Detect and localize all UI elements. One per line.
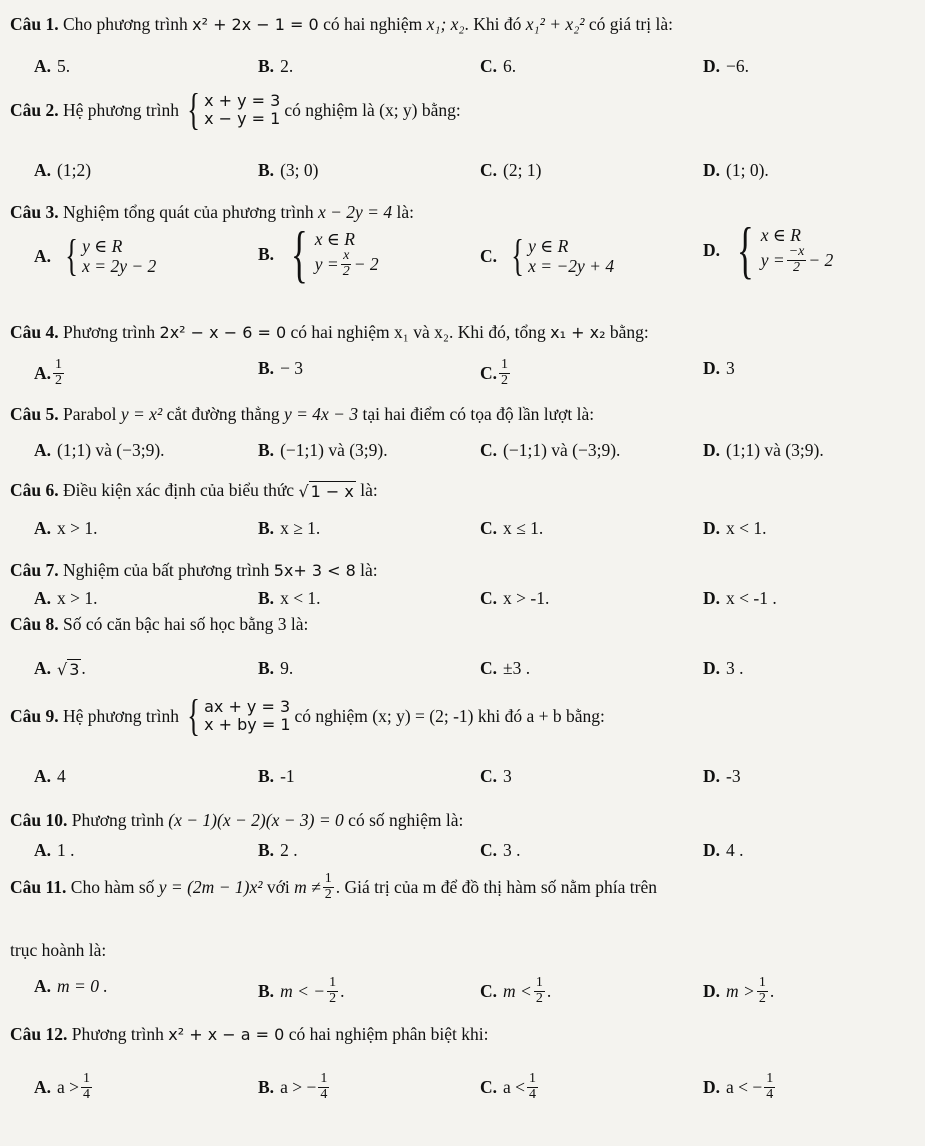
option-a[interactable]: A. x > 1. (34, 518, 98, 538)
option-b[interactable]: B. (−1;1) và (3;9). (258, 440, 388, 460)
equation-system: { x + y = 3 x − y = 1 (187, 85, 281, 134)
question-10: Câu 10. Phương trình (x − 1)(x − 2)(x − 3) = 0 có số nghiệm là: (10, 810, 464, 830)
option-c[interactable]: C. { y ∈ R x = −2y + 4 (480, 231, 615, 280)
option-d[interactable]: D. (1; 0). (703, 160, 769, 180)
option-b[interactable]: B. -1 (258, 766, 295, 786)
question-8: Câu 8. Số có căn bậc hai số học bằng 3 là: (10, 614, 309, 634)
option-b[interactable]: B. (3; 0) (258, 160, 319, 180)
option-a[interactable]: A. (1;1) và (−3;9). (34, 440, 165, 460)
option-c[interactable]: C. x > -1. (480, 588, 550, 608)
question-12-options (0, 1072, 925, 1112)
option-a[interactable]: A. x > 1. (34, 588, 98, 608)
question-7: Câu 7. Nghiệm của bất phương trình 5x+ 3 < 8 là: (10, 560, 378, 580)
question-3-options (0, 214, 925, 308)
option-a[interactable]: A. $\frac{1}{2}$ (34, 357, 63, 388)
option-b[interactable]: B. a > − $\frac{1}{4}$ (258, 1071, 328, 1102)
option-d[interactable]: D. (1;1) và (3;9). (703, 440, 824, 460)
question-4-options (0, 358, 925, 398)
option-a[interactable]: A. 1 . (34, 840, 75, 860)
option-c[interactable]: C. m < $\frac{1}{2}$ . (480, 975, 552, 1006)
option-b[interactable]: B. x ≥ 1. (258, 518, 321, 538)
sqrt-expression: √ 1 − x (298, 481, 354, 501)
option-d[interactable]: D. x < 1. (703, 518, 767, 538)
question-4: Câu 4. Phương trình 2x² − x − 6 = 0 có hai nghiệm x₁ và x₂. Khi đó, tổng x₁ + x₂ bằng: (10, 322, 649, 342)
option-d[interactable]: D. 3 (703, 358, 735, 378)
option-d[interactable]: D. 3 . (703, 658, 744, 678)
option-a[interactable]: A. a > $\frac{1}{4}$ (34, 1071, 91, 1102)
option-b[interactable]: B. { x ∈ R y = $\frac{x}{2}$ − 2 (258, 218, 379, 289)
question-3: Câu 3. Nghiệm tổng quát của phương trình x − 2y = 4 là: (10, 202, 414, 222)
question-1: Câu 1. Cho phương trình x² + 2x − 1 = 0 có hai nghiệm x₁; x₂. Khi đó x₁² + x₂² có giá trị là: (10, 14, 673, 34)
question-11: Câu 11. Cho hàm số y = (2m − 1)x² với m ≠ $\frac{1}{2}$ . Giá trị của m để đồ thị hàm số nằm phía trên (10, 872, 657, 902)
question-9: Câu 9. Hệ phương trình { ax + y = 3 x + by = 1 có nghiệm (x; y) = (2; -1) khi đó a + b bằng: (10, 691, 605, 740)
question-2: Câu 2. Hệ phương trình { x + y = 3 x − y = 1 có nghiệm là (x; y) bằng: (10, 85, 461, 134)
question-9-options (0, 766, 925, 806)
option-a[interactable]: A. √ 3 . (34, 658, 86, 679)
option-a[interactable]: A. m = 0 . (34, 976, 108, 996)
option-c[interactable]: C. ±3 . (480, 658, 531, 678)
question-11-cont: trục hoành là: (10, 940, 107, 960)
option-c[interactable]: C. x ≤ 1. (480, 518, 544, 538)
option-c[interactable]: C. a < $\frac{1}{4}$ (480, 1071, 537, 1102)
question-2-options (0, 160, 925, 200)
option-a[interactable]: A. (1;2) (34, 160, 92, 180)
question-6-options (0, 518, 925, 558)
option-b[interactable]: B. x < 1. (258, 588, 321, 608)
option-d[interactable]: D. 4 . (703, 840, 744, 860)
question-6: Câu 6. Điều kiện xác định của biểu thức √ 1 − x là: (10, 480, 378, 501)
question-11-options (0, 976, 925, 1016)
option-b[interactable]: B. − 3 (258, 358, 304, 378)
option-a[interactable]: A. 4 (34, 766, 66, 786)
option-d[interactable]: D. a < − $\frac{1}{4}$ (703, 1071, 774, 1102)
question-5-options (0, 440, 925, 480)
option-a[interactable]: A. { y ∈ R x = 2y − 2 (34, 231, 157, 280)
option-c[interactable]: C. (2; 1) (480, 160, 542, 180)
option-b[interactable]: B. 9. (258, 658, 294, 678)
option-d[interactable]: D. -3 (703, 766, 741, 786)
option-c[interactable]: C. 3 . (480, 840, 521, 860)
option-c[interactable]: C. $\frac{1}{2}$ (480, 357, 509, 388)
option-d[interactable]: D. m > $\frac{1}{2}$ . (703, 975, 775, 1006)
option-d[interactable]: D. { x ∈ R y = $\frac{-x}{2}$ − 2 (703, 214, 834, 285)
option-c[interactable]: C. 6. (480, 56, 517, 76)
option-b[interactable]: B. 2. (258, 56, 294, 76)
option-b[interactable]: B. 2 . (258, 840, 298, 860)
option-d[interactable]: D. x < -1 . (703, 588, 777, 608)
question-8-options (0, 658, 925, 698)
equation-system: { ax + y = 3 x + by = 1 (187, 691, 291, 740)
option-c[interactable]: C. (−1;1) và (−3;9). (480, 440, 621, 460)
option-d[interactable]: D. −6. (703, 56, 750, 76)
option-a[interactable]: A. 5. (34, 56, 71, 76)
question-12: Câu 12. Phương trình x² + x − a = 0 có hai nghiệm phân biệt khi: (10, 1024, 489, 1044)
option-c[interactable]: C. 3 (480, 766, 512, 786)
option-b[interactable]: B. m < − $\frac{1}{2}$ . (258, 975, 345, 1006)
question-5: Câu 5. Parabol y = x² cắt đường thẳng y = 4x − 3 tại hai điểm có tọa độ lần lượt là: (10, 404, 595, 424)
